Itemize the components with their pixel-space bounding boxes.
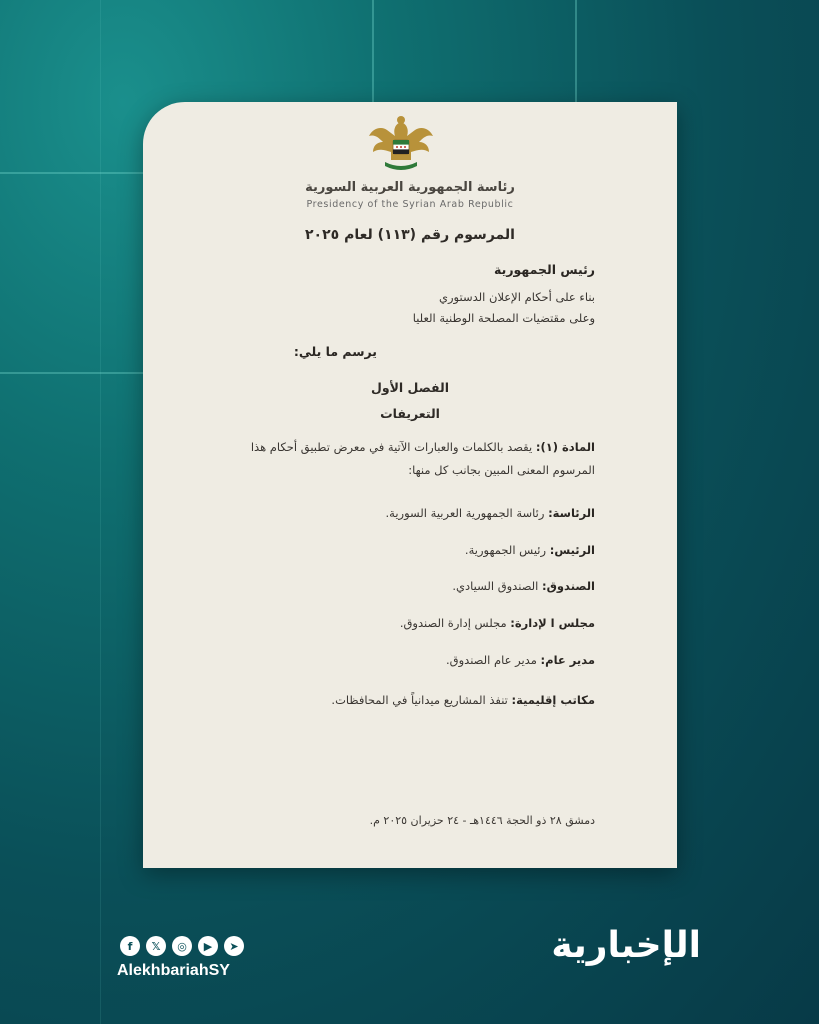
section-heading: التعريفات — [380, 406, 440, 421]
decrees-heading: يرسم ما يلي: — [293, 344, 377, 359]
definition-item — [452, 579, 595, 593]
definition-item — [331, 693, 595, 707]
definition-term: مدير عام: — [540, 653, 595, 667]
definition-item — [400, 616, 595, 630]
definition-term: مجلس ا لإدارة: — [510, 616, 595, 630]
decree-issuer: رئيس الجمهورية — [494, 262, 595, 277]
brand-logo: الإخبارية — [551, 925, 701, 966]
definition-meaning: مدير عام الصندوق. — [446, 653, 537, 667]
background-grid-line — [575, 0, 577, 110]
article-1 — [215, 436, 595, 482]
presidency-title-arabic: رئاسة الجمهورية العربية السورية — [305, 180, 515, 195]
decree-title: المرسوم رقم (١١٣) لعام ٢٠٢٥ — [305, 227, 515, 243]
definition-term: مكاتب إقليمية: — [511, 693, 595, 707]
definition-item — [446, 653, 595, 667]
definition-meaning: رئاسة الجمهورية العربية السورية. — [385, 506, 545, 520]
social-handle: AlekhbariahSY — [117, 962, 230, 979]
definition-meaning: الصندوق السيادي. — [452, 579, 539, 593]
background-grid-line — [0, 372, 150, 374]
definition-item — [386, 506, 595, 520]
x-icon[interactable]: 𝕏 — [146, 936, 166, 956]
definition-item — [465, 543, 595, 557]
syrian-eagle-emblem-icon — [365, 114, 437, 174]
definition-term: الرئاسة: — [548, 506, 595, 520]
article-text: يقصد بالكلمات والعبارات الآتية في معرض تطبيق أحكام هذا المرسوم المعنى المبين بجانب كل منها: — [250, 440, 595, 477]
decree-document — [143, 102, 677, 868]
youtube-icon[interactable]: ▶ — [198, 936, 218, 956]
chapter-heading: الفصل الأول — [370, 380, 449, 395]
decree-date: دمشق ٢٨ ذو الحجة ١٤٤٦هـ - ٢٤ حزيران ٢٠٢٥ م. — [369, 814, 595, 827]
instagram-icon[interactable]: ◎ — [172, 936, 192, 956]
definition-term: الصندوق: — [542, 579, 595, 593]
background-grid-line — [0, 172, 150, 174]
definition-meaning: مجلس إدارة الصندوق. — [399, 616, 507, 630]
background-grid-line — [372, 0, 374, 110]
legal-basis-2: وعلى مقتضيات المصلحة الوطنية العليا — [412, 311, 595, 325]
definition-term: الرئيس: — [549, 543, 595, 557]
background-grid-line — [100, 0, 101, 1024]
facebook-icon[interactable]: f — [120, 936, 140, 956]
social-links — [120, 936, 244, 956]
telegram-icon[interactable]: ➤ — [224, 936, 244, 956]
definition-meaning: رئيس الجمهورية. — [464, 543, 547, 557]
definition-meaning: تنفذ المشاريع ميدانياً في المحافظات. — [331, 693, 508, 707]
legal-basis-1: بناء على أحكام الإعلان الدستوري — [439, 290, 595, 304]
presidency-title-english: Presidency of the Syrian Arab Republic — [306, 199, 514, 210]
article-label: المادة (١): — [535, 440, 595, 454]
